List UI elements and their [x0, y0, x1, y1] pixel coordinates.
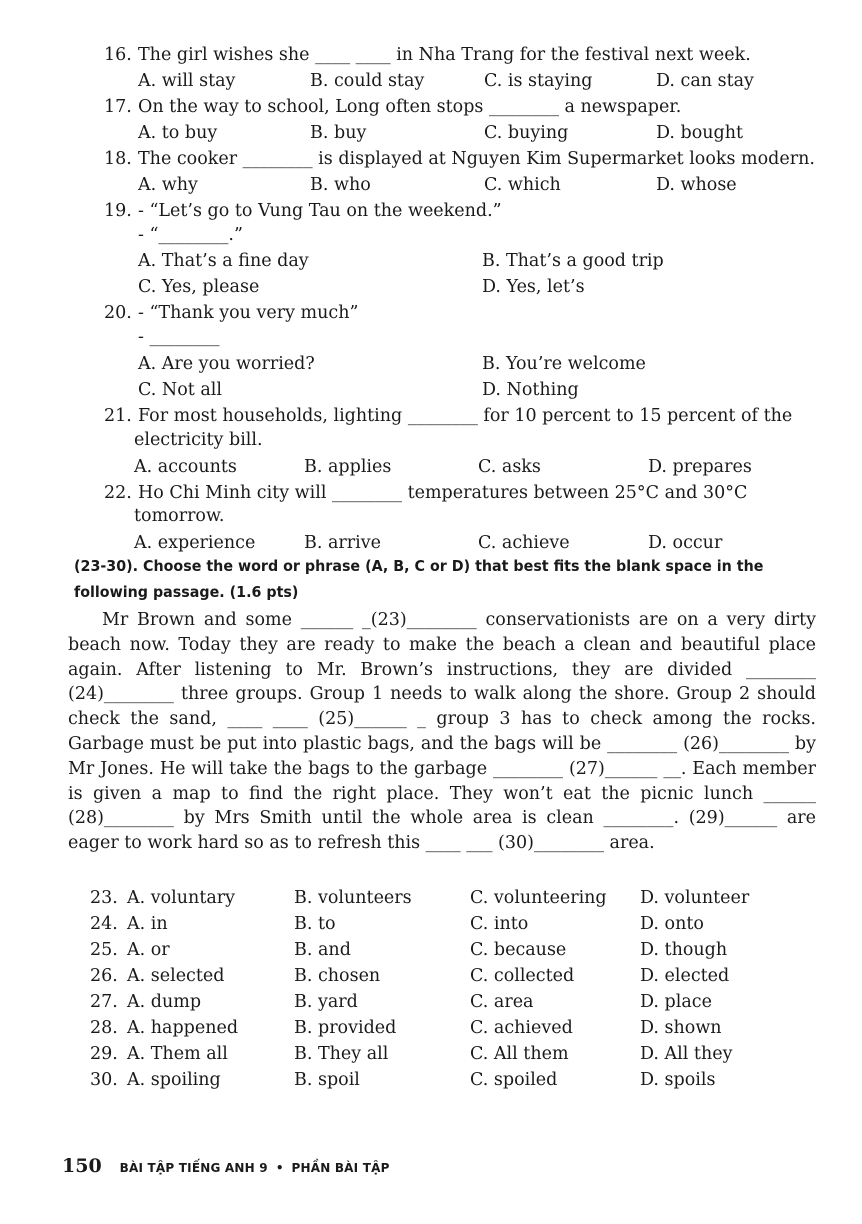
section-label: PHẦN BÀI TẬP: [291, 1161, 390, 1175]
option-b: B. to: [294, 914, 336, 934]
page-number: 150: [62, 1155, 102, 1177]
option-d: D. shown: [640, 1018, 722, 1038]
option-d: D. bought: [656, 123, 744, 143]
option-d: D. occur: [648, 533, 723, 553]
option-c: C. achieve: [478, 533, 570, 553]
option-c: C. All them: [470, 1044, 569, 1064]
option-d: D. whose: [656, 175, 737, 195]
passage-text: Mr Brown and some ______ _(23)________ conservationists are on a very dirty beach now. Today they are ready to make the beach a clean and beautiful place again. After listening to Mr. Brown’s instructions, they are divided ________ (24)________ three groups. Group 1 needs to walk along the shore. Group 2 should check the sand, ____ ____ (25)______ _ group 3 has to check among the rocks. Garbage must be put into plastic bags, and the bags will be ________ (26)________ by Mr Jones. He will take the bags to the garbage ________ (27)______ __. Each member is given a map to find the right place. They won’t eat the picnic lunch ______ (28)________ by Mrs Smith until the whole area is clean ________. (29)______ are eager to work hard so as to refresh this ____ ___ (30)________ area.: [68, 610, 816, 854]
option-b: B. They all: [294, 1044, 389, 1064]
option-a: A. selected: [127, 966, 225, 986]
page-footer: [62, 1155, 390, 1177]
option-b: B. arrive: [304, 533, 381, 553]
option-d: D. elected: [640, 966, 730, 986]
question-number: 19.: [104, 201, 132, 221]
option-c: C. asks: [478, 457, 541, 477]
cloze-passage: [68, 608, 816, 856]
question-18: [104, 146, 824, 172]
option-a: A. to buy: [138, 123, 218, 143]
option-a: A. or: [127, 940, 170, 960]
answer-number: 28.: [90, 1018, 118, 1038]
option-d: D. though: [640, 940, 728, 960]
option-b: B. That’s a good trip: [482, 251, 664, 271]
option-d: D. place: [640, 992, 712, 1012]
option-a: A. voluntary: [127, 888, 236, 908]
option-a: A. That’s a fine day: [138, 251, 309, 271]
answer-row-29: [90, 1042, 790, 1067]
option-a: A. Them all: [127, 1044, 228, 1064]
option-c: C. Yes, please: [138, 277, 260, 297]
question-number: 20.: [104, 303, 132, 323]
answer-row-23: [90, 886, 790, 911]
option-b: B. and: [294, 940, 351, 960]
option-a: A. why: [138, 175, 198, 195]
option-b: B. provided: [294, 1018, 397, 1038]
option-a: A. dump: [127, 992, 202, 1012]
option-d: D. can stay: [656, 71, 754, 91]
option-c: C. buying: [484, 123, 569, 143]
option-b: B. volunteers: [294, 888, 412, 908]
question-19: [104, 198, 824, 224]
option-b: B. applies: [304, 457, 392, 477]
question-prompt: - “Let’s go to Vung Tau on the weekend.”: [138, 201, 502, 221]
option-c: C. volunteering: [470, 888, 607, 908]
option-d: D. prepares: [648, 457, 752, 477]
question-text: For most households, lighting ________ for 10 percent to 15 percent of the: [138, 406, 793, 426]
answer-row-25: [90, 938, 790, 963]
option-a: A. spoiling: [127, 1070, 221, 1090]
option-b: B. You’re welcome: [482, 354, 646, 374]
answer-number: 26.: [90, 966, 118, 986]
question-text: The girl wishes she ____ ____ in Nha Trang for the festival next week.: [138, 45, 751, 65]
question-16: [104, 42, 824, 68]
option-b: B. who: [310, 175, 371, 195]
option-c: C. is staying: [484, 71, 593, 91]
answer-number: 27.: [90, 992, 118, 1012]
option-a: A. in: [127, 914, 168, 934]
answer-row-28: [90, 1016, 790, 1041]
answer-row-26: [90, 964, 790, 989]
answer-number: 24.: [90, 914, 118, 934]
answer-row-30: [90, 1068, 790, 1093]
option-d: D. All they: [640, 1044, 733, 1064]
answer-row-27: [90, 990, 790, 1015]
option-b: B. buy: [310, 123, 367, 143]
question-text: The cooker ________ is displayed at Nguyen Kim Supermarket looks modern.: [138, 149, 815, 169]
answer-row-24: [90, 912, 790, 937]
question-22-continuation: tomorrow.: [134, 506, 225, 526]
option-c: C. achieved: [470, 1018, 573, 1038]
option-d: D. onto: [640, 914, 704, 934]
option-c: C. because: [470, 940, 567, 960]
option-b: B. chosen: [294, 966, 381, 986]
question-number: 18.: [104, 149, 132, 169]
question-number: 17.: [104, 97, 132, 117]
option-b: B. could stay: [310, 71, 425, 91]
option-a: A. experience: [134, 533, 256, 553]
book-title: BÀI TẬP TIẾNG ANH 9: [119, 1161, 268, 1175]
answer-number: 30.: [90, 1070, 118, 1090]
bullet-separator: •: [275, 1161, 284, 1175]
answer-number: 29.: [90, 1044, 118, 1064]
option-c: C. spoiled: [470, 1070, 558, 1090]
option-d: D. Nothing: [482, 380, 579, 400]
question-21-continuation: electricity bill.: [134, 430, 263, 450]
option-a: A. accounts: [134, 457, 237, 477]
answer-number: 23.: [90, 888, 118, 908]
option-c: C. into: [470, 914, 529, 934]
option-c: C. Not all: [138, 380, 222, 400]
question-prompt: - “Thank you very much”: [138, 303, 359, 323]
question-number: 21.: [104, 406, 132, 426]
option-d: D. volunteer: [640, 888, 750, 908]
question-21: [104, 403, 824, 429]
answer-number: 25.: [90, 940, 118, 960]
option-b: B. yard: [294, 992, 358, 1012]
section-heading: (23-30). Choose the word or phrase (A, B, C or D) that best fits the blank space in the following passage. (1.6 pts): [74, 557, 764, 601]
question-19-response: - “________.”: [138, 225, 243, 245]
question-number: 16.: [104, 45, 132, 65]
option-c: C. which: [484, 175, 561, 195]
option-d: D. Yes, let’s: [482, 277, 585, 297]
question-17: [104, 94, 824, 120]
question-text: Ho Chi Minh city will ________ temperatures between 25°C and 30°C: [138, 483, 748, 503]
option-d: D. spoils: [640, 1070, 716, 1090]
question-text: On the way to school, Long often stops ________ a newspaper.: [138, 97, 682, 117]
question-20: [104, 300, 824, 326]
question-number: 22.: [104, 483, 132, 503]
option-a: A. Are you worried?: [138, 354, 315, 374]
option-c: C. collected: [470, 966, 575, 986]
option-a: A. will stay: [138, 71, 236, 91]
question-20-response: - ________: [138, 327, 220, 347]
option-c: C. area: [470, 992, 534, 1012]
option-a: A. happened: [127, 1018, 239, 1038]
option-b: B. spoil: [294, 1070, 360, 1090]
